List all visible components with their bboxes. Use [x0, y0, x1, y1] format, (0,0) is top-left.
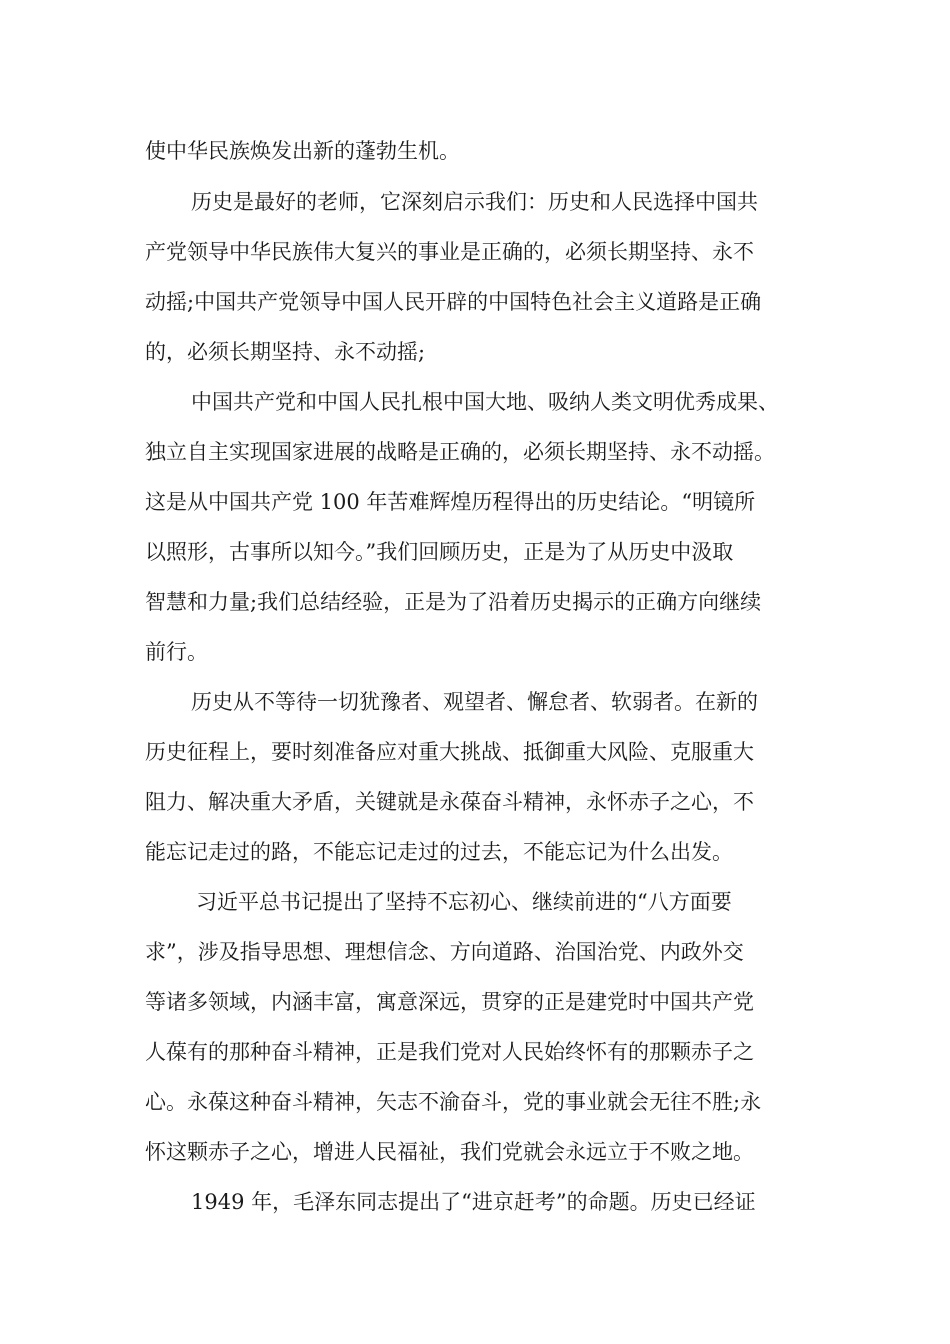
text-line: 这是从中国共产党 100 年苦难辉煌历程得出的历史结论。“明镜所	[145, 490, 756, 514]
text-line: 动摇;中国共产党领导中国人民开辟的中国特色社会主义道路是正确	[145, 290, 762, 314]
text-line: 求”，涉及指导思想、理想信念、方向道路、治国治党、内政外交	[145, 940, 744, 964]
text-line: 历史从不等待一切犹豫者、观望者、懈怠者、软弱者。在新的	[191, 690, 758, 714]
text-line: 等诸多领域，内涵丰富，寓意深远，贯穿的正是建党时中国共产党	[145, 990, 754, 1014]
text-line: 智慧和力量;我们总结经验，正是为了沿着历史揭示的正确方向继续	[145, 590, 762, 614]
text-line: 心。永葆这种奋斗精神，矢志不渝奋斗，党的事业就会无往不胜;永	[145, 1090, 762, 1114]
text-line: 以照形，古事所以知今。”我们回顾历史，正是为了从历史中汲取	[145, 540, 734, 564]
text-line: 独立自主实现国家进展的战略是正确的，必须长期坚持、永不动摇。	[145, 440, 775, 464]
text-line: 怀这颗赤子之心，增进人民福祉，我们党就会永远立于不败之地。	[145, 1140, 754, 1164]
text-line: 历史征程上，要时刻准备应对重大挑战、抵御重大风险、克服重大	[145, 740, 754, 764]
text-line: 产党领导中华民族伟大复兴的事业是正确的，必须长期坚持、永不	[145, 240, 754, 264]
text-line: 中国共产党和中国人民扎根中国大地、吸纳人类文明优秀成果、	[191, 390, 779, 414]
text-line: 阻力、解决重大矛盾，关键就是永葆奋斗精神，永怀赤子之心，不	[145, 790, 754, 814]
text-line: 1949 年，毛泽东同志提出了“进京赶考”的命题。历史已经证	[191, 1190, 756, 1214]
text-line: 历史是最好的老师，它深刻启示我们：历史和人民选择中国共	[191, 190, 758, 214]
text-line: 人葆有的那种奋斗精神，正是我们党对人民始终怀有的那颗赤子之	[145, 1040, 754, 1064]
text-line: 的，必须长期坚持、永不动摇;	[145, 340, 426, 364]
text-line: 使中华民族焕发出新的蓬勃生机。	[145, 139, 460, 163]
text-line: 习近平总书记提出了坚持不忘初心、继续前进的“八方面要	[196, 890, 732, 914]
text-line: 前行。	[145, 640, 208, 664]
text-line: 能忘记走过的路，不能忘记走过的过去，不能忘记为什么出发。	[145, 840, 733, 864]
